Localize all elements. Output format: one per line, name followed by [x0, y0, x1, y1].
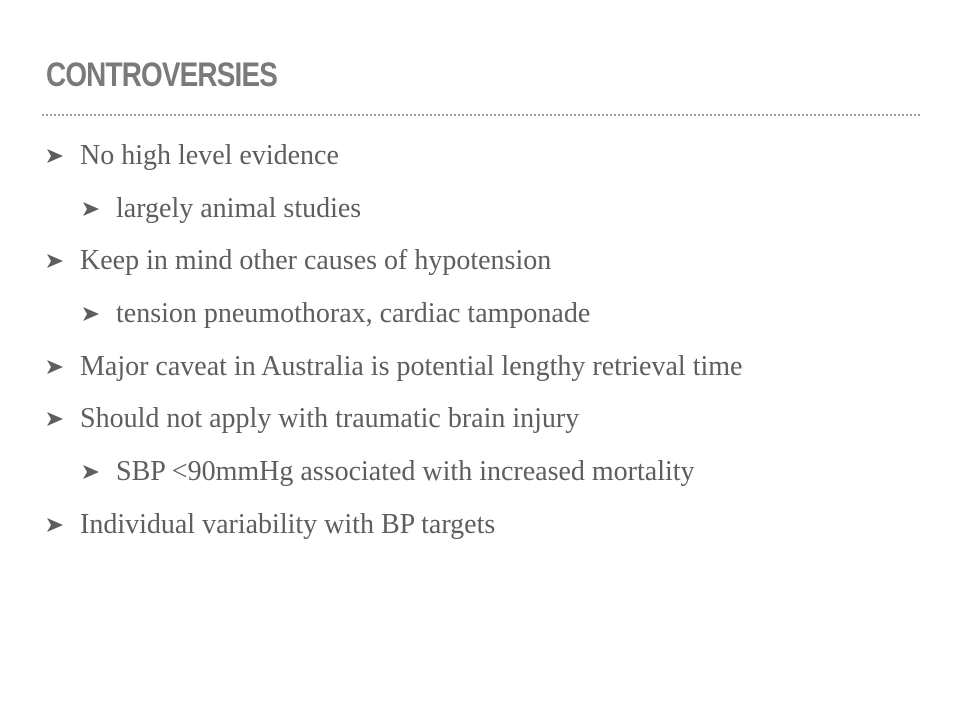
arrowhead-bullet-icon — [46, 411, 64, 427]
arrowhead-bullet-icon — [82, 464, 100, 480]
arrowhead-bullet-icon — [46, 253, 64, 269]
bullet-text: Individual variability with BP targets — [80, 509, 496, 540]
bullet-item — [0, 505, 495, 545]
bullet-item — [0, 136, 339, 176]
bullet-text: Major caveat in Australia is potential lengthy retrieval time — [80, 351, 743, 382]
bullet-text: Keep in mind other causes of hypotension — [80, 245, 552, 276]
bullet-text: Should not apply with traumatic brain injury — [80, 403, 580, 434]
arrowhead-bullet-icon — [82, 201, 100, 217]
arrowhead-bullet-icon — [46, 359, 64, 375]
sub-bullet-text: SBP <90mmHg associated with increased mortality — [116, 456, 695, 487]
bullet-text: No high level evidence — [80, 140, 339, 171]
sub-bullet-item — [0, 452, 695, 492]
sub-bullet-item — [0, 294, 590, 334]
slide-title: CONTROVERSIES — [46, 56, 278, 94]
arrowhead-bullet-icon — [46, 148, 64, 164]
bullet-item — [0, 241, 551, 281]
arrowhead-bullet-icon — [82, 306, 100, 322]
bullet-item — [0, 347, 742, 387]
bullet-item — [0, 399, 579, 439]
sub-bullet-item — [0, 189, 361, 229]
sub-bullet-text: largely animal studies — [116, 193, 362, 224]
sub-bullet-text: tension pneumothorax, cardiac tamponade — [116, 298, 591, 329]
arrowhead-bullet-icon — [46, 517, 64, 533]
title-divider — [42, 114, 920, 116]
